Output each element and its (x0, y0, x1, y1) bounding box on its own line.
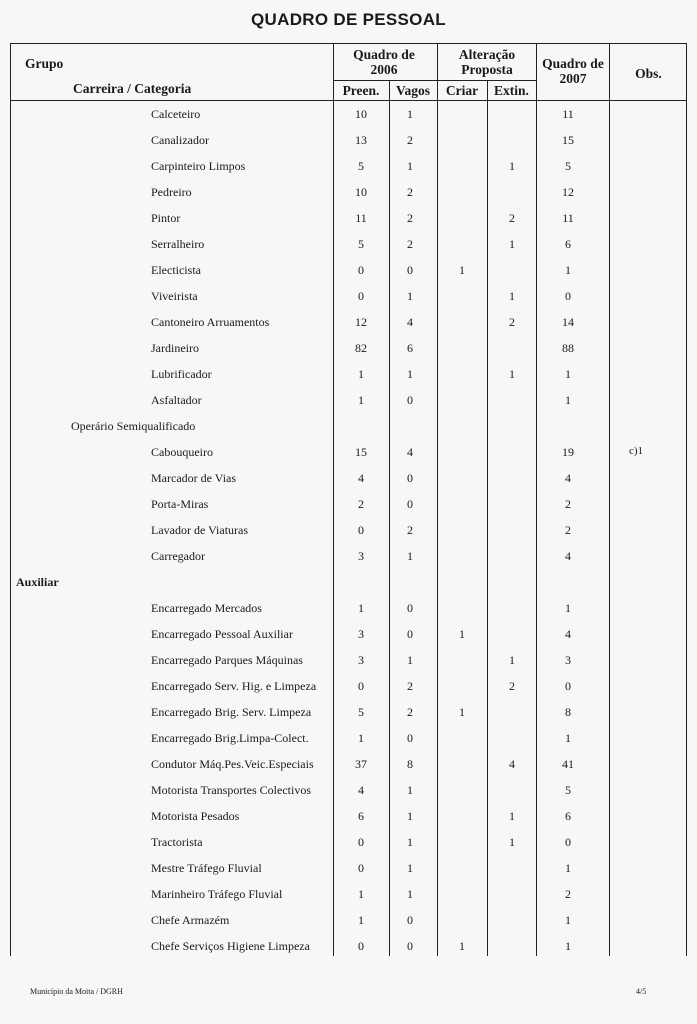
table-row (11, 309, 686, 335)
subgroup-label: Operário Semiqualificado (71, 419, 196, 433)
category-name: Chefe Armazém (151, 913, 230, 927)
vagos-cell: 1 (407, 289, 413, 303)
extin-cell: 4 (509, 757, 515, 771)
header-vagos: Vagos (395, 83, 430, 98)
category-name: Marinheiro Tráfego Fluvial (151, 887, 283, 901)
preen-cell: 82 (355, 341, 367, 355)
table-row (11, 673, 686, 699)
subgroup-row (11, 413, 686, 439)
quadro-2007-cell: 12 (562, 185, 574, 199)
category-name: Calceteiro (151, 107, 201, 121)
quadro-2007-cell: 6 (565, 809, 571, 823)
quadro-2007-cell: 1 (565, 913, 571, 927)
category-name: Tractorista (151, 835, 203, 849)
category-name: Motorista Pesados (151, 809, 240, 823)
category-name: Canalizador (151, 133, 209, 147)
header-preen: Preen. (342, 83, 380, 98)
category-name: Pedreiro (151, 185, 192, 199)
vagos-cell: 2 (407, 211, 413, 225)
vagos-cell: 1 (407, 783, 413, 797)
vagos-cell: 2 (407, 185, 413, 199)
vagos-cell: 1 (407, 159, 413, 173)
preen-cell: 3 (358, 627, 364, 641)
preen-cell: 0 (358, 523, 364, 537)
category-name: Cantoneiro Arruamentos (151, 315, 270, 329)
quadro-2007-cell: 1 (565, 601, 571, 615)
vagos-cell: 0 (407, 601, 413, 615)
category-name: Cabouqueiro (151, 445, 213, 459)
vagos-cell: 0 (407, 263, 413, 277)
table-row (11, 283, 686, 309)
quadro-2007-cell: 0 (565, 835, 571, 849)
table-row (11, 465, 686, 491)
vagos-cell: 2 (407, 705, 413, 719)
extin-cell: 2 (509, 679, 515, 693)
table-row (11, 127, 686, 153)
category-name: Encarregado Parques Máquinas (151, 653, 303, 667)
quadro-2007-cell: 5 (565, 159, 571, 173)
category-name: Electicista (151, 263, 201, 277)
quadro-2007-cell: 0 (565, 679, 571, 693)
footer-left: Município da Moita / DGRH (30, 987, 123, 996)
vagos-cell: 1 (407, 367, 413, 381)
vagos-cell: 0 (407, 939, 413, 953)
quadro-2007-cell: 41 (562, 757, 574, 771)
table-row (11, 387, 686, 413)
extin-cell: 1 (509, 289, 515, 303)
vagos-cell: 0 (407, 393, 413, 407)
group-label: Auxiliar (16, 575, 59, 589)
quadro-2007-cell: 4 (565, 627, 571, 641)
category-name: Encarregado Pessoal Auxiliar (151, 627, 293, 641)
preen-cell: 10 (355, 107, 367, 121)
table-body (11, 101, 686, 959)
preen-cell: 0 (358, 263, 364, 277)
vagos-cell: 8 (407, 757, 413, 771)
preen-cell: 0 (358, 861, 364, 875)
table-row (11, 491, 686, 517)
quadro-2007-cell: 19 (562, 445, 574, 459)
preen-cell: 1 (358, 913, 364, 927)
table-row (11, 621, 686, 647)
table-row (11, 933, 686, 959)
header-obs: Obs. (635, 66, 662, 81)
preen-cell: 3 (358, 653, 364, 667)
table-row (11, 699, 686, 725)
header-grupo: Grupo (25, 56, 64, 71)
category-name: Marcador de Vias (151, 471, 237, 485)
table-row (11, 829, 686, 855)
vagos-cell: 2 (407, 237, 413, 251)
preen-cell: 1 (358, 887, 364, 901)
quadro-2007-cell: 8 (565, 705, 571, 719)
quadro-2007-cell: 4 (565, 471, 571, 485)
table-row (11, 647, 686, 673)
vagos-cell: 1 (407, 107, 413, 121)
preen-cell: 6 (358, 809, 364, 823)
quadro-2007-cell: 6 (565, 237, 571, 251)
extin-cell: 2 (509, 211, 515, 225)
preen-cell: 4 (358, 783, 364, 797)
vagos-cell: 2 (407, 679, 413, 693)
header-quadro-2006: Quadro de 2006 (353, 47, 415, 77)
vagos-cell: 0 (407, 497, 413, 511)
table-row (11, 361, 686, 387)
criar-cell: 1 (459, 263, 465, 277)
table-row (11, 777, 686, 803)
category-name: Chefe Serviços Higiene Limpeza (151, 939, 310, 953)
preen-cell: 5 (358, 237, 364, 251)
category-name: Asfaltador (151, 393, 202, 407)
table-row (11, 803, 686, 829)
criar-cell: 1 (459, 939, 465, 953)
category-name: Carpinteiro Limpos (151, 159, 246, 173)
quadro-2007-cell: 2 (565, 523, 571, 537)
quadro-2007-cell: 1 (565, 263, 571, 277)
preen-cell: 2 (358, 497, 364, 511)
quadro-2007-cell: 2 (565, 887, 571, 901)
extin-cell: 1 (509, 367, 515, 381)
vagos-cell: 0 (407, 627, 413, 641)
table-row (11, 907, 686, 933)
preen-cell: 0 (358, 835, 364, 849)
category-name: Motorista Transportes Colectivos (151, 783, 312, 797)
preen-cell: 0 (358, 939, 364, 953)
header-carreira: Carreira / Categoria (73, 81, 192, 96)
category-name: Mestre Tráfego Fluvial (151, 861, 262, 875)
table-row (11, 439, 686, 465)
vagos-cell: 2 (407, 133, 413, 147)
quadro-2007-cell: 88 (562, 341, 574, 355)
preen-cell: 1 (358, 731, 364, 745)
extin-cell: 1 (509, 809, 515, 823)
quadro-2007-cell: 1 (565, 861, 571, 875)
table-row (11, 153, 686, 179)
vagos-cell: 0 (407, 471, 413, 485)
quadro-2007-cell: 14 (562, 315, 574, 329)
preen-cell: 11 (355, 211, 367, 225)
table-row (11, 517, 686, 543)
quadro-2007-cell: 11 (562, 211, 574, 225)
footer-page-number: 4/5 (636, 987, 647, 996)
staff-table (10, 43, 687, 956)
preen-cell: 4 (358, 471, 364, 485)
extin-cell: 1 (509, 653, 515, 667)
table-row (11, 881, 686, 907)
table-row (11, 335, 686, 361)
quadro-2007-cell: 0 (565, 289, 571, 303)
table-row (11, 595, 686, 621)
quadro-2007-cell: 2 (565, 497, 571, 511)
preen-cell: 3 (358, 549, 364, 563)
vagos-cell: 1 (407, 861, 413, 875)
preen-cell: 37 (355, 757, 367, 771)
vagos-cell: 4 (407, 445, 413, 459)
table-row (11, 855, 686, 881)
page-title: QUADRO DE PESSOAL (251, 10, 446, 29)
preen-cell: 0 (358, 289, 364, 303)
preen-cell: 5 (358, 705, 364, 719)
header-quadro-2007: Quadro de 2007 (542, 56, 604, 86)
category-name: Pintor (151, 211, 181, 225)
table-row (11, 751, 686, 777)
preen-cell: 0 (358, 679, 364, 693)
header-criar: Criar (445, 83, 479, 98)
table-row (11, 543, 686, 569)
vagos-cell: 6 (407, 341, 413, 355)
table-row (11, 101, 686, 127)
header-alteracao: Alteração Proposta (458, 47, 516, 77)
vagos-cell: 4 (407, 315, 413, 329)
obs-cell: c)1 (629, 445, 644, 457)
extin-cell: 2 (509, 315, 515, 329)
table-row (11, 231, 686, 257)
preen-cell: 13 (355, 133, 367, 147)
header-extin: Extin. (494, 83, 529, 98)
table-row (11, 725, 686, 751)
preen-cell: 1 (358, 393, 364, 407)
preen-cell: 1 (358, 601, 364, 615)
preen-cell: 1 (358, 367, 364, 381)
criar-cell: 1 (459, 705, 465, 719)
extin-cell: 1 (509, 835, 515, 849)
category-name: Porta-Miras (151, 497, 209, 511)
vagos-cell: 1 (407, 887, 413, 901)
category-name: Jardineiro (151, 341, 199, 355)
quadro-2007-cell: 5 (565, 783, 571, 797)
category-name: Lavador de Viaturas (151, 523, 249, 537)
category-name: Condutor Máq.Pes.Veic.Especiais (151, 757, 314, 771)
criar-cell: 1 (459, 627, 465, 641)
category-name: Encarregado Serv. Hig. e Limpeza (151, 679, 317, 693)
quadro-2007-cell: 1 (565, 731, 571, 745)
quadro-2007-cell: 1 (565, 367, 571, 381)
category-name: Encarregado Mercados (151, 601, 262, 615)
quadro-2007-cell: 15 (562, 133, 574, 147)
category-name: Viveirista (151, 289, 198, 303)
table-row (11, 205, 686, 231)
vagos-cell: 1 (407, 653, 413, 667)
preen-cell: 5 (358, 159, 364, 173)
extin-cell: 1 (509, 237, 515, 251)
table-row (11, 257, 686, 283)
category-name: Lubrificador (151, 367, 212, 381)
vagos-cell: 0 (407, 913, 413, 927)
quadro-2007-cell: 11 (562, 107, 574, 121)
category-name: Encarregado Brig.Limpa-Colect. (151, 731, 309, 745)
preen-cell: 12 (355, 315, 367, 329)
vagos-cell: 1 (407, 809, 413, 823)
vagos-cell: 0 (407, 731, 413, 745)
preen-cell: 10 (355, 185, 367, 199)
vagos-cell: 2 (407, 523, 413, 537)
vagos-cell: 1 (407, 549, 413, 563)
quadro-2007-cell: 1 (565, 393, 571, 407)
category-name: Serralheiro (151, 237, 205, 251)
category-name: Carregador (151, 549, 205, 563)
vagos-cell: 1 (407, 835, 413, 849)
quadro-2007-cell: 4 (565, 549, 571, 563)
quadro-2007-cell: 3 (565, 653, 571, 667)
extin-cell: 1 (509, 159, 515, 173)
group-row (11, 569, 686, 595)
header-divider (333, 80, 537, 81)
preen-cell: 15 (355, 445, 367, 459)
table-row (11, 179, 686, 205)
quadro-2007-cell: 1 (565, 939, 571, 953)
category-name: Encarregado Brig. Serv. Limpeza (151, 705, 312, 719)
